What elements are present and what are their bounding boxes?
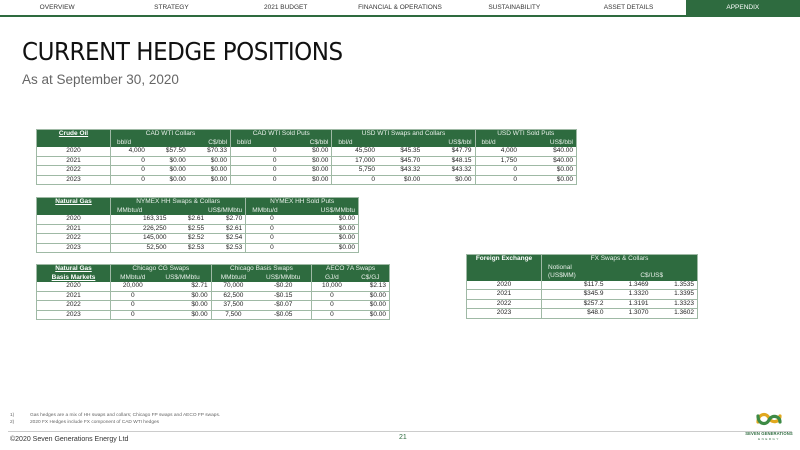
table-cell: 2021 (37, 224, 111, 234)
fx-rowhead: Foreign Exchange (467, 255, 542, 264)
table-cell: -$0.07 (255, 301, 312, 311)
table-cell: 2023 (37, 175, 111, 185)
table-cell: 2022 (467, 299, 542, 309)
crude-group-header: CAD WTI Collars (111, 130, 231, 139)
nav-tab-appendix[interactable]: APPENDIX (686, 0, 800, 17)
table-cell: $257.2 (542, 299, 607, 309)
basis-group-header: Chicago CG Swaps (111, 265, 212, 274)
gas-group-header: NYMEX HH Swaps & Collars (111, 198, 246, 207)
table-cell: 10,000 (312, 282, 352, 291)
nav-tab-overview[interactable]: OVERVIEW (0, 0, 114, 17)
table-cell: 2020 (37, 282, 111, 291)
logo-wordmark: SEVEN GENERATIONS (745, 431, 793, 436)
table-cell: $0.00 (298, 243, 359, 253)
table-cell: 0 (246, 215, 298, 224)
footer-divider (8, 431, 792, 432)
basis-unit: MMbtu/d (211, 274, 255, 283)
nav-tab-strategy[interactable]: STRATEGY (114, 0, 228, 17)
table-cell: 2021 (37, 291, 111, 301)
fx-unit: (US$MM) (542, 272, 607, 281)
table-row (37, 215, 359, 224)
table-cell: 0 (231, 147, 280, 156)
crude-unit: bbl/d (231, 139, 280, 148)
table-row (37, 166, 577, 176)
table-cell: 70,000 (211, 282, 255, 291)
table-cell: $2.52 (169, 234, 207, 244)
basis-unit: MMbtu/d (111, 274, 155, 283)
table-cell: 0 (111, 175, 148, 185)
table-cell: 2023 (37, 243, 111, 253)
table-cell: $2.53 (169, 243, 207, 253)
table-cell: 20,000 (111, 282, 155, 291)
table-cell: 163,315 (111, 215, 170, 224)
table-cell: $40.00 (520, 147, 577, 156)
footnote-number: 1) (10, 413, 15, 418)
table-cell: 0 (111, 156, 148, 166)
natural-gas-table (36, 197, 359, 253)
crude-unit: bbl/d (332, 139, 378, 148)
table-row (467, 290, 698, 300)
table-cell: $0.00 (148, 156, 189, 166)
table-row (467, 281, 698, 290)
basis-rowhead: Basis Markets (37, 274, 111, 283)
table-cell: 0 (111, 301, 155, 311)
nav-tab-budget[interactable]: 2021 BUDGET (229, 0, 343, 17)
table-cell: 0 (475, 175, 520, 185)
table-cell: 37,500 (211, 301, 255, 311)
table-cell: $0.00 (189, 175, 231, 185)
table-cell: $2.70 (207, 215, 246, 224)
table-cell: 0 (246, 234, 298, 244)
crude-unit: bbl/d (111, 139, 148, 148)
table-cell: -$0.15 (255, 291, 312, 301)
table-cell: $0.00 (298, 215, 359, 224)
gas-unit: US$/MMbtu (298, 207, 359, 216)
table-cell: 0 (111, 310, 155, 320)
table-cell: 1.3535 (652, 281, 698, 290)
table-cell: 1,750 (475, 156, 520, 166)
company-logo (744, 408, 794, 442)
table-cell: $48.15 (423, 156, 475, 166)
table-cell: 2021 (467, 290, 542, 300)
fx-unit: Notional (542, 264, 607, 273)
table-cell: $117.5 (542, 281, 607, 290)
table-cell: 4,000 (111, 147, 148, 156)
table-row (37, 224, 359, 234)
crude-group-header: CAD WTI Sold Puts (231, 130, 332, 139)
table-cell: 145,000 (111, 234, 170, 244)
table-cell: 2020 (37, 147, 111, 156)
table-row (37, 156, 577, 166)
gas-unit: US$/MMbtu (169, 207, 245, 216)
table-cell: 62,500 (211, 291, 255, 301)
table-cell: $0.00 (148, 175, 189, 185)
table-cell: $0.00 (279, 166, 331, 176)
basis-unit: US$/MMbtu (255, 274, 312, 283)
table-cell: $0.00 (520, 166, 577, 176)
table-cell: -$0.20 (255, 282, 312, 291)
gas-unit: MMbtu/d (111, 207, 170, 216)
table-cell: 0 (312, 291, 352, 301)
table-row (37, 234, 359, 244)
table-cell: 0 (111, 291, 155, 301)
table-cell: $2.55 (169, 224, 207, 234)
table-cell: 0 (475, 166, 520, 176)
crude-oil-table (36, 129, 577, 185)
table-cell: $0.00 (155, 310, 212, 320)
table-cell: $57.50 (148, 147, 189, 156)
table-cell: 0 (231, 175, 280, 185)
table-cell: $43.32 (423, 166, 475, 176)
copyright: ©2020 Seven Generations Energy Ltd (10, 436, 129, 443)
table-cell: $2.61 (207, 224, 246, 234)
table-cell: 2020 (37, 215, 111, 224)
crude-unit: C$/bbl (189, 139, 231, 148)
crude-unit: US$/bbl (520, 139, 577, 148)
table-row (37, 282, 390, 291)
nav-tab-asset-details[interactable]: ASSET DETAILS (571, 0, 685, 17)
logo-subtext: ENERGY (758, 437, 780, 441)
page-subtitle: As at September 30, 2020 (22, 72, 179, 87)
footnote-text: 2020 FX Hedges include FX component of CAD WTI hedges (30, 419, 160, 425)
table-cell: 0 (246, 243, 298, 253)
basis-rowhead: Natural Gas (37, 265, 111, 274)
table-cell: 52,500 (111, 243, 170, 253)
table-cell: $40.00 (520, 156, 577, 166)
table-cell: 1.3395 (652, 290, 698, 300)
table-cell: $45.35 (378, 147, 423, 156)
logo-mark-icon (755, 408, 783, 430)
table-cell: $0.00 (298, 224, 359, 234)
table-cell: $2.54 (207, 234, 246, 244)
table-cell: $0.00 (155, 291, 212, 301)
table-cell: 226,250 (111, 224, 170, 234)
table-cell: 0 (312, 301, 352, 311)
basis-group-header: AECO 7A Swaps (312, 265, 390, 274)
table-cell: $0.00 (352, 291, 390, 301)
gas-group-header: NYMEX HH Sold Puts (246, 198, 359, 207)
table-cell: $0.00 (279, 147, 331, 156)
table-cell: $0.00 (189, 156, 231, 166)
table-row (467, 299, 698, 309)
foreign-exchange-table (466, 254, 698, 319)
table-cell: $2.71 (155, 282, 212, 291)
table-cell: 2023 (37, 310, 111, 320)
top-nav (0, 0, 800, 17)
crude-rowhead: Crude Oil (37, 130, 111, 139)
crude-unit: US$/bbl (423, 139, 475, 148)
table-cell: $0.00 (189, 166, 231, 176)
table-cell: $48.0 (542, 309, 607, 319)
table-cell: 45,500 (332, 147, 378, 156)
table-cell: 2022 (37, 166, 111, 176)
table-cell: $0.00 (352, 310, 390, 320)
footnote (10, 420, 220, 427)
table-cell: $2.53 (207, 243, 246, 253)
table-cell: 2021 (37, 156, 111, 166)
crude-group-header: USD WTI Sold Puts (475, 130, 576, 139)
basis-group-header: Chicago Basis Swaps (211, 265, 312, 274)
footnotes (10, 413, 220, 426)
basis-unit: GJ/d (312, 274, 352, 283)
table-cell: 0 (246, 224, 298, 234)
table-cell: $2.61 (169, 215, 207, 224)
table-cell: $0.00 (279, 156, 331, 166)
table-cell: $47.79 (423, 147, 475, 156)
table-row (37, 291, 390, 301)
table-cell: $0.00 (378, 175, 423, 185)
nav-tab-sustainability[interactable]: SUSTAINABILITY (457, 0, 571, 17)
page-title: CURRENT HEDGE POSITIONS (22, 37, 343, 66)
table-cell: $0.00 (352, 301, 390, 311)
table-cell: $0.00 (279, 175, 331, 185)
table-cell: 0 (231, 156, 280, 166)
footnote-number: 2) (10, 419, 15, 425)
table-row (467, 309, 698, 319)
table-cell: 17,000 (332, 156, 378, 166)
gas-unit: MMbtu/d (246, 207, 298, 216)
table-cell: 2020 (467, 281, 542, 290)
basis-unit: US$/MMbtu (155, 274, 212, 283)
table-cell: 7,500 (211, 310, 255, 320)
table-cell: $345.9 (542, 290, 607, 300)
table-row (37, 243, 359, 253)
table-cell: $0.00 (423, 175, 475, 185)
table-cell: 1.3070 (606, 309, 651, 319)
basis-markets-table (36, 264, 390, 320)
table-cell: 0 (231, 166, 280, 176)
table-cell: 4,000 (475, 147, 520, 156)
fx-group-header: FX Swaps & Collars (542, 255, 698, 264)
table-row (37, 147, 577, 156)
page-number: 21 (399, 434, 407, 441)
table-cell: $0.00 (520, 175, 577, 185)
table-row (37, 301, 390, 311)
table-cell: 0 (312, 310, 352, 320)
crude-unit: bbl/d (475, 139, 520, 148)
table-cell: $45.70 (378, 156, 423, 166)
table-cell: $0.00 (148, 166, 189, 176)
table-cell: -$0.05 (255, 310, 312, 320)
table-cell: 2022 (37, 234, 111, 244)
table-row (37, 175, 577, 185)
table-cell: $0.00 (298, 234, 359, 244)
table-cell: 1.3323 (652, 299, 698, 309)
table-cell: $0.00 (155, 301, 212, 311)
fx-unit: C$/US$ (606, 272, 697, 281)
table-cell: $70.33 (189, 147, 231, 156)
table-row (37, 310, 390, 320)
footnote-text: Gas hedges are a mix of HH swaps and collars; Chicago FP swaps and AECO FP swaps. (30, 413, 221, 418)
crude-group-header: USD WTI Swaps and Collars (332, 130, 475, 139)
table-cell: 1.3602 (652, 309, 698, 319)
table-cell: 2023 (467, 309, 542, 319)
crude-unit: C$/bbl (279, 139, 331, 148)
basis-unit: C$/GJ (352, 274, 390, 283)
table-cell: 1.3320 (606, 290, 651, 300)
nav-tab-financial-operations[interactable]: FINANCIAL & OPERATIONS (343, 0, 457, 17)
table-cell: 0 (332, 175, 378, 185)
table-cell: $43.32 (378, 166, 423, 176)
table-cell: $2.13 (352, 282, 390, 291)
table-cell: 1.3191 (606, 299, 651, 309)
table-cell: 2022 (37, 301, 111, 311)
table-cell: 0 (111, 166, 148, 176)
table-cell: 5,750 (332, 166, 378, 176)
gas-rowhead: Natural Gas (37, 198, 111, 207)
table-cell: 1.3469 (606, 281, 651, 290)
